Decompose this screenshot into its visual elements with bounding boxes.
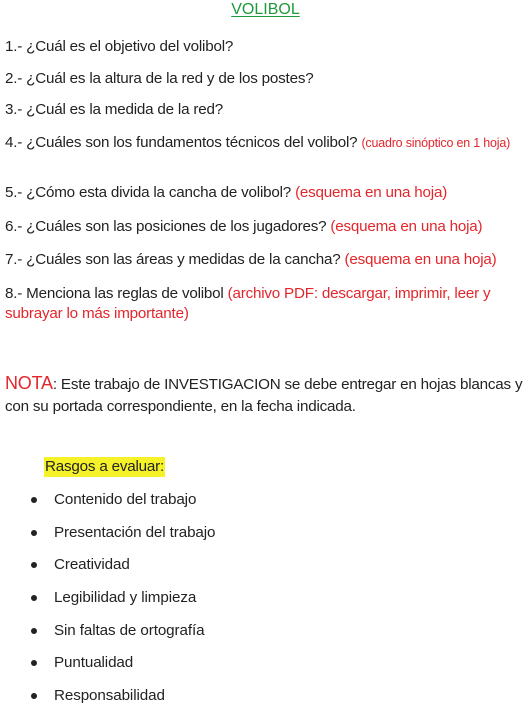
rasgos-heading: Rasgos a evaluar: xyxy=(45,458,165,475)
bullet-icon xyxy=(31,562,37,568)
list-item xyxy=(0,621,460,641)
nota-text: : Este trabajo de INVESTIGACION se debe entregar en hojas blancas y con su portada correspondiente, en la fecha indicada. xyxy=(5,376,523,415)
document-title: VOLIBOL xyxy=(231,1,300,18)
question-note: (esquema en una hoja) xyxy=(330,218,483,235)
list-item xyxy=(0,686,460,706)
question-note: (archivo PDF: descargar, imprimir, leer y subrayar lo más importante) xyxy=(5,285,491,322)
question-4 xyxy=(5,133,521,153)
list-item-text: Sin faltas de ortografía xyxy=(54,622,205,639)
list-item-text: Contenido del trabajo xyxy=(54,491,197,508)
nota-label: NOTA xyxy=(5,373,53,393)
bullet-icon xyxy=(31,660,37,666)
question-text: 5.- ¿Cómo esta divida la cancha de volibol? xyxy=(5,184,296,201)
question-text: 4.- ¿Cuáles son los fundamentos técnicos del volibol? xyxy=(5,134,362,151)
bullet-icon xyxy=(31,497,37,503)
list-item-text: Presentación del trabajo xyxy=(54,524,216,541)
question-text: 8.- Menciona las reglas de volibol xyxy=(5,285,228,302)
list-item-text: Responsabilidad xyxy=(54,687,165,704)
question-text: 6.- ¿Cuáles son las posiciones de los jugadores? xyxy=(5,218,331,235)
question-text: 1.- ¿Cuál es el objetivo del volibol? xyxy=(5,38,234,55)
question-note: (esquema en una hoja) xyxy=(295,184,448,201)
question-1 xyxy=(5,37,521,57)
question-note: (cuadro sinóptico en 1 hoja) xyxy=(361,136,511,150)
nota-paragraph xyxy=(5,372,523,418)
question-text: 3.- ¿Cuál es la medida de la red? xyxy=(5,101,223,118)
list-item-text: Creatividad xyxy=(54,556,130,573)
bullet-icon xyxy=(31,595,37,601)
bullet-icon xyxy=(31,693,37,699)
question-7 xyxy=(5,250,521,270)
bullet-icon xyxy=(31,530,37,536)
bullet-icon xyxy=(31,628,37,634)
question-text: 2.- ¿Cuál es la altura de la red y de los postes? xyxy=(5,70,314,87)
list-item-text: Legibilidad y limpieza xyxy=(54,589,197,606)
question-5 xyxy=(5,183,521,203)
list-item-text: Puntualidad xyxy=(54,654,134,671)
question-6 xyxy=(5,217,521,237)
question-text: 7.- ¿Cuáles son las áreas y medidas de la cancha? xyxy=(5,251,345,268)
question-note: (esquema en una hoja) xyxy=(344,251,497,268)
question-2 xyxy=(5,69,521,89)
list-item xyxy=(0,653,460,673)
list-item xyxy=(0,490,460,510)
list-item xyxy=(0,588,460,608)
list-item xyxy=(0,523,460,543)
list-item xyxy=(0,555,460,575)
question-8 xyxy=(5,284,521,324)
question-3 xyxy=(5,100,521,120)
